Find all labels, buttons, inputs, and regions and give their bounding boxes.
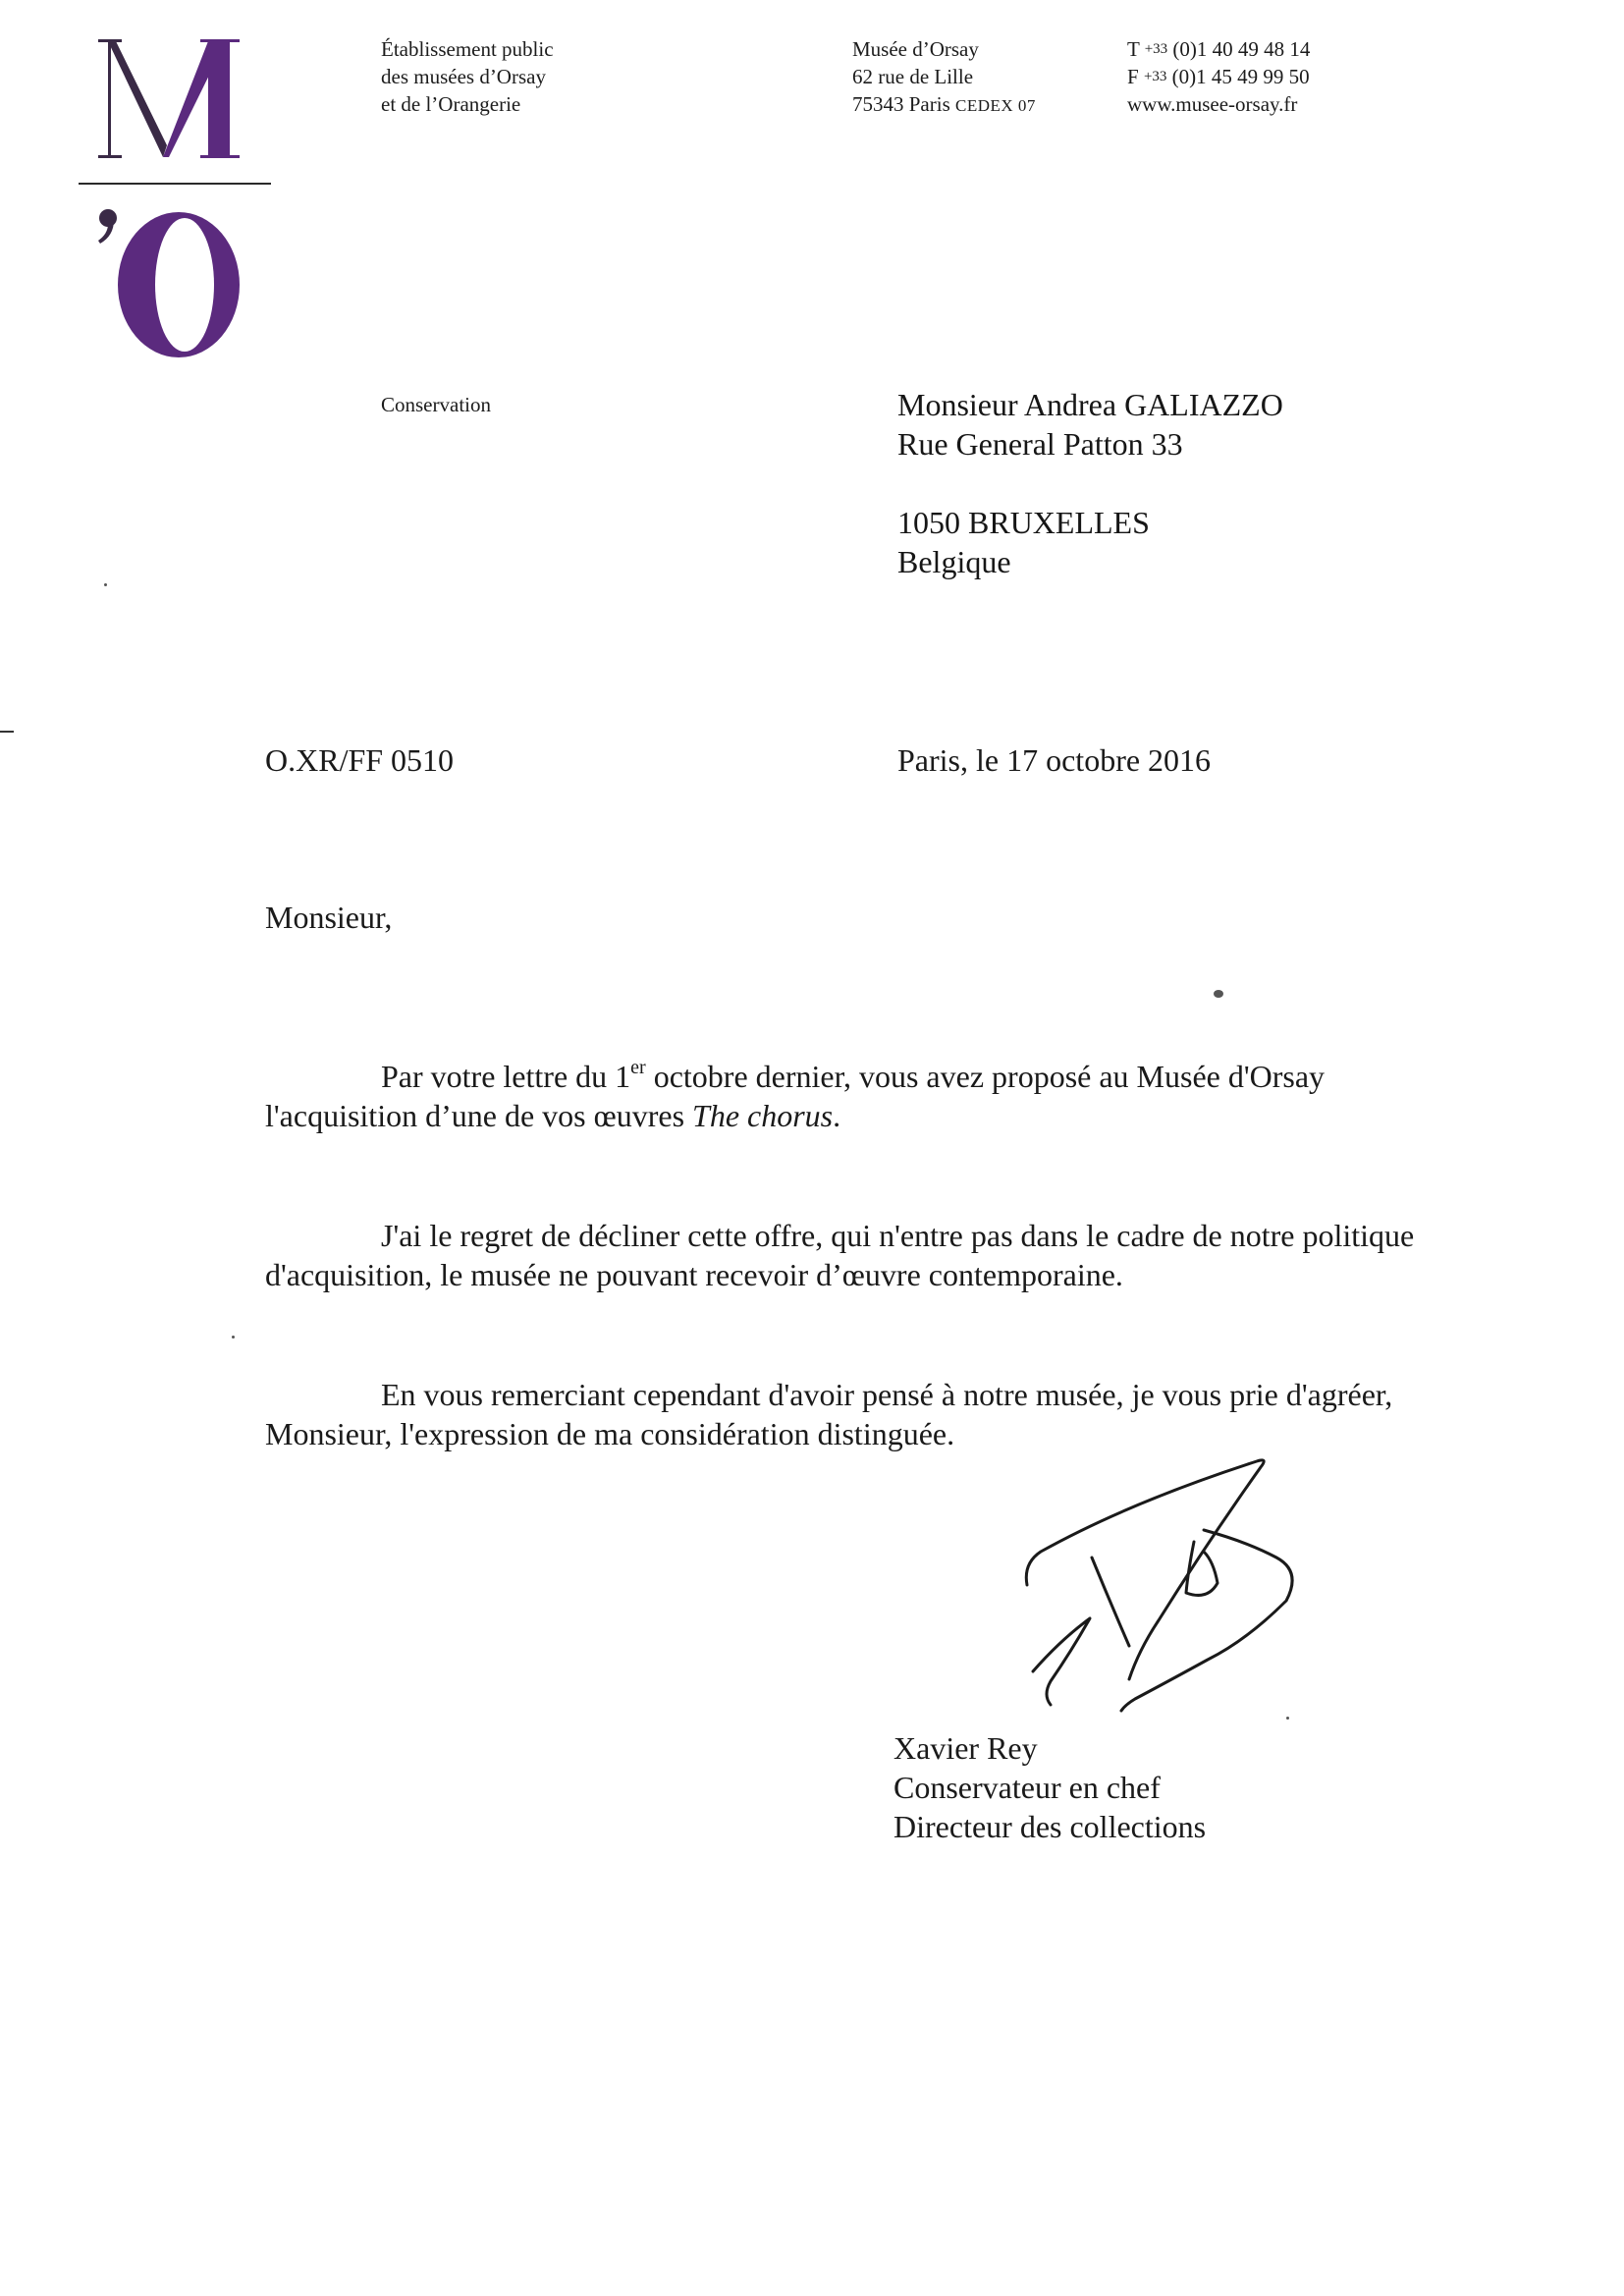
phone-number: (0)1 40 49 48 14 <box>1172 37 1311 61</box>
recipient-country: Belgique <box>897 544 1011 579</box>
header-address <box>852 35 1036 120</box>
address-street: 62 rue de Lille <box>852 65 974 88</box>
phone-prefix: T <box>1127 37 1140 61</box>
p1-text-a: Par votre lettre du 1 <box>381 1059 631 1094</box>
body-paragraph-3 <box>265 1375 1492 1453</box>
logo-m-shape <box>98 39 240 158</box>
paragraph-1-line-2 <box>265 1096 1492 1135</box>
artwork-title: The chorus <box>692 1098 834 1133</box>
paragraph-2-line-1: J'ai le regret de décliner cette offre, qui n'entre pas dans le cadre de notre politique <box>381 1218 1415 1253</box>
salutation: Monsieur, <box>265 900 393 935</box>
org-line-2: des musées d’Orsay <box>381 65 546 88</box>
p1-text-b: octobre dernier, vous avez proposé au Musée d'Orsay <box>645 1059 1326 1094</box>
musee-logo <box>79 27 275 361</box>
phone-code: +33 <box>1144 41 1168 57</box>
logo-o-shape <box>118 212 240 357</box>
paragraph-3-line-1: En vous remerciant cependant d'avoir pensé à notre musée, je vous prie d'agréer, <box>381 1377 1393 1412</box>
paragraph-3-line-2: Monsieur, l'expression de ma considération distinguée. <box>265 1416 955 1451</box>
paragraph-2-line-2: d'acquisition, le musée ne pouvant recevoir d’œuvre contemporaine. <box>265 1257 1123 1292</box>
address-name: Musée d’Orsay <box>852 37 979 61</box>
contact-website: www.musee-orsay.fr <box>1127 92 1298 116</box>
recipient-name: Monsieur Andrea GALIAZZO <box>897 387 1283 422</box>
contact-fax <box>1127 63 1310 90</box>
signer-title-2: Directeur des collections <box>893 1809 1207 1844</box>
contact-phone <box>1127 35 1310 63</box>
scan-speck <box>1214 990 1223 998</box>
logo-apostrophe <box>98 209 117 244</box>
org-line-1: Établissement public <box>381 37 554 61</box>
org-line-3: et de l’Orangerie <box>381 92 521 116</box>
header-organisation <box>381 35 554 118</box>
body-paragraph-1 <box>265 1057 1492 1135</box>
fax-code: +33 <box>1143 69 1167 84</box>
letter-reference: O.XR/FF 0510 <box>265 742 455 778</box>
scan-speck <box>104 583 107 586</box>
paragraph-1-line-1 <box>265 1057 1492 1096</box>
signer-name: Xavier Rey <box>893 1730 1038 1766</box>
header-contact <box>1127 35 1310 118</box>
address-city <box>852 90 1036 120</box>
signer-block <box>893 1728 1206 1846</box>
handwritten-signature <box>1011 1453 1326 1748</box>
p1-line2-text-b: . <box>833 1098 841 1133</box>
recipient-city: 1050 BRUXELLES <box>897 505 1150 540</box>
scan-speck <box>232 1336 235 1339</box>
address-city-prefix: 75343 Paris <box>852 92 950 116</box>
scan-edge-mark <box>0 731 14 733</box>
scan-speck <box>1286 1717 1289 1720</box>
p1-superscript: er <box>630 1057 646 1078</box>
signer-title-1: Conservateur en chef <box>893 1770 1161 1805</box>
address-city-suffix: CEDEX 07 <box>955 96 1036 115</box>
recipient-street: Rue General Patton 33 <box>897 426 1183 462</box>
department-label: Conservation <box>381 393 491 416</box>
fax-prefix: F <box>1127 65 1139 88</box>
logo-rule <box>79 183 271 185</box>
body-paragraph-2 <box>265 1216 1492 1294</box>
p1-line2-text-a: l'acquisition d’une de vos œuvres <box>265 1098 693 1133</box>
recipient-address <box>897 385 1283 581</box>
letter-date: Paris, le 17 octobre 2016 <box>897 742 1212 778</box>
fax-number: (0)1 45 49 99 50 <box>1171 65 1310 88</box>
